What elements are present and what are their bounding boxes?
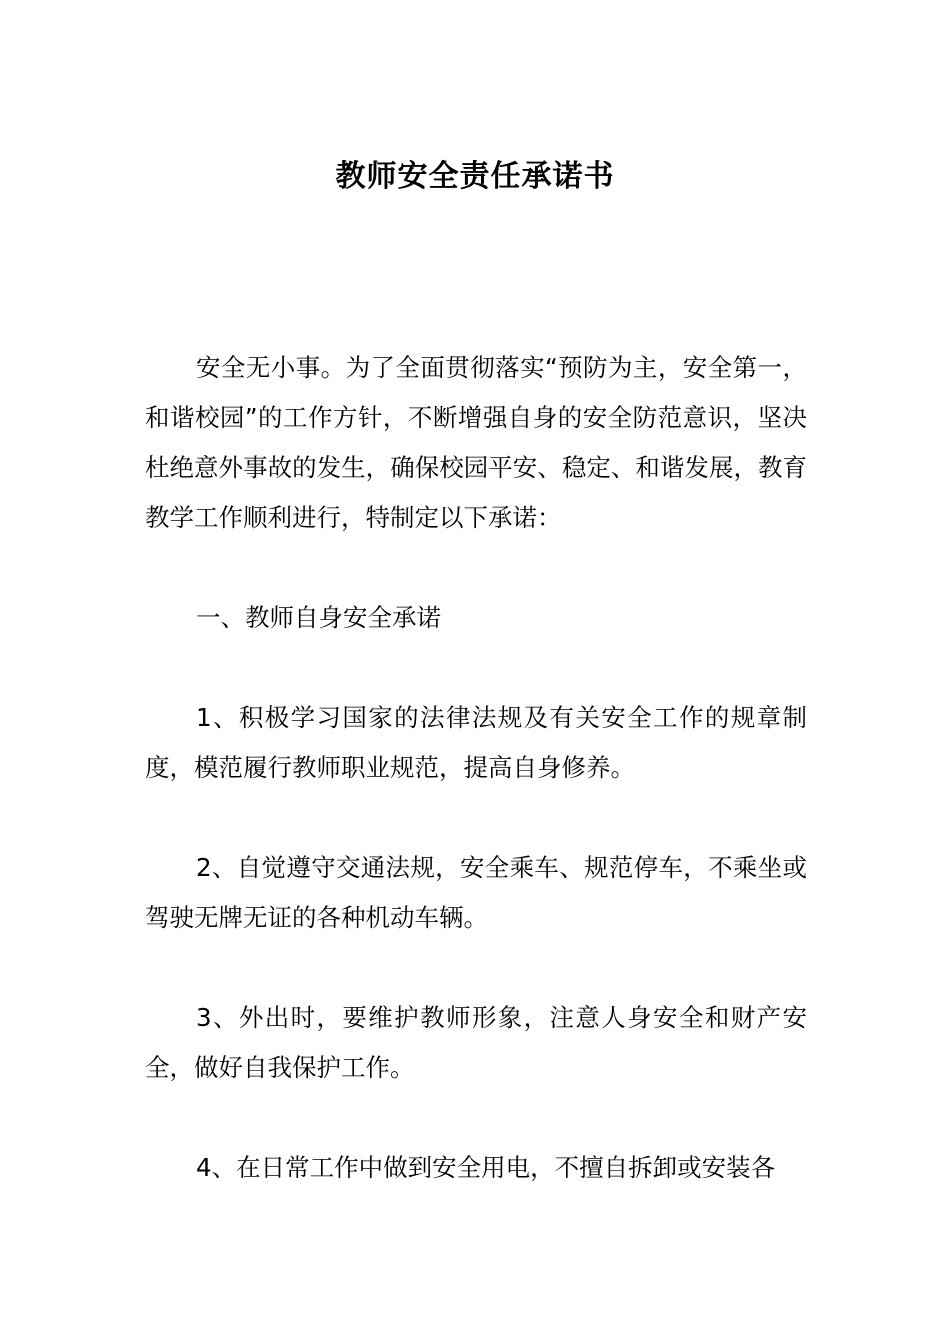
document-title: 教师安全责任承诺书 (335, 159, 615, 194)
list-item: 2、自觉遵守交通法规，安全乘车、规范停车，不乘坐或驾驶无牌无证的各种机动车辆。 (145, 853, 807, 932)
section-heading: 一、教师自身安全承诺 (196, 603, 441, 632)
list-item: 1、积极学习国家的法律法规及有关安全工作的规章制度，模范履行教师职业规范，提高自身修养。 (145, 703, 807, 782)
list-item: 4、在日常工作中做到安全用电，不擅自拆卸或安装各 (196, 1153, 776, 1182)
list-item: 3、外出时，要维护教师形象，注意人身安全和财产安全，做好自我保护工作。 (145, 1003, 807, 1082)
intro-paragraph: 安全无小事。为了全面贯彻落实“预防为主，安全第一，和谐校园”的工作方针，不断增强自身的安全防范意识，坚决杜绝意外事故的发生，确保校园平安、稳定、和谐发展，教育教学工作顺利进行，特制定以下承诺： (145, 353, 807, 532)
